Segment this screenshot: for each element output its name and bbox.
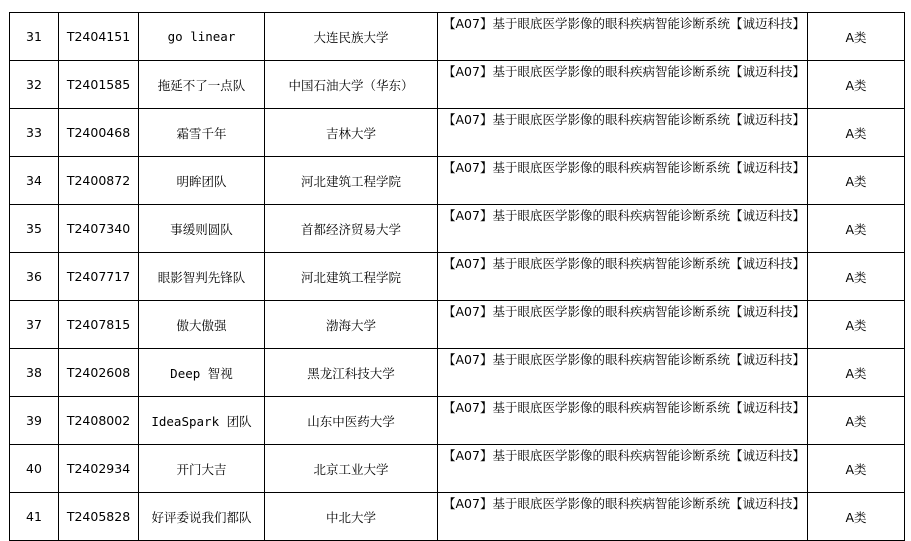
cell-team-id: T2400872 (59, 157, 139, 205)
cell-category: A类 (808, 349, 905, 397)
results-sheet (9, 12, 905, 541)
cell-school: 渤海大学 (265, 301, 438, 349)
cell-number: 35 (10, 205, 59, 253)
cell-category: A类 (808, 301, 905, 349)
cell-team-id: T2407815 (59, 301, 139, 349)
results-table (9, 12, 905, 541)
table-row (10, 157, 905, 205)
cell-team-name: 开门大吉 (139, 445, 265, 493)
cell-team-id: T2401585 (59, 61, 139, 109)
results-table-body (10, 13, 905, 541)
cell-team-id: T2407717 (59, 253, 139, 301)
cell-category: A类 (808, 445, 905, 493)
cell-category: A类 (808, 493, 905, 541)
cell-number: 39 (10, 397, 59, 445)
cell-team-name: 眼影智判先锋队 (139, 253, 265, 301)
table-row (10, 109, 905, 157)
cell-school: 山东中医药大学 (265, 397, 438, 445)
cell-number: 33 (10, 109, 59, 157)
table-row (10, 349, 905, 397)
cell-category: A类 (808, 157, 905, 205)
table-row (10, 445, 905, 493)
cell-topic (438, 397, 808, 445)
cell-school: 北京工业大学 (265, 445, 438, 493)
table-row (10, 61, 905, 109)
cell-team-id: T2407340 (59, 205, 139, 253)
cell-number: 41 (10, 493, 59, 541)
cell-category: A类 (808, 397, 905, 445)
cell-team-name: 傲大傲强 (139, 301, 265, 349)
cell-category: A类 (808, 205, 905, 253)
cell-topic (438, 445, 808, 493)
table-row (10, 13, 905, 61)
cell-team-id: T2402934 (59, 445, 139, 493)
cell-school: 大连民族大学 (265, 13, 438, 61)
cell-category: A类 (808, 109, 905, 157)
table-row (10, 205, 905, 253)
cell-team-name: Deep 智视 (139, 349, 265, 397)
cell-number: 38 (10, 349, 59, 397)
cell-topic (438, 349, 808, 397)
table-row (10, 253, 905, 301)
cell-school: 河北建筑工程学院 (265, 157, 438, 205)
cell-team-id: T2402608 (59, 349, 139, 397)
cell-category: A类 (808, 13, 905, 61)
cell-topic-text: 【A07】基于眼底医学影像的眼科疾病智能诊断系统【诚迈科技】 (443, 256, 805, 271)
cell-topic-text: 【A07】基于眼底医学影像的眼科疾病智能诊断系统【诚迈科技】 (443, 112, 805, 127)
table-row (10, 493, 905, 541)
cell-category: A类 (808, 253, 905, 301)
cell-team-name: 霜雪千年 (139, 109, 265, 157)
cell-topic (438, 205, 808, 253)
cell-team-id: T2400468 (59, 109, 139, 157)
cell-school: 河北建筑工程学院 (265, 253, 438, 301)
cell-school: 中国石油大学（华东） (265, 61, 438, 109)
cell-topic-text: 【A07】基于眼底医学影像的眼科疾病智能诊断系统【诚迈科技】 (443, 400, 805, 415)
cell-school: 黑龙江科技大学 (265, 349, 438, 397)
cell-topic-text: 【A07】基于眼底医学影像的眼科疾病智能诊断系统【诚迈科技】 (443, 496, 805, 511)
cell-number: 40 (10, 445, 59, 493)
cell-team-name: IdeaSpark 团队 (139, 397, 265, 445)
cell-team-name: go linear (139, 13, 265, 61)
cell-number: 37 (10, 301, 59, 349)
cell-topic (438, 61, 808, 109)
table-row (10, 301, 905, 349)
cell-topic-text: 【A07】基于眼底医学影像的眼科疾病智能诊断系统【诚迈科技】 (443, 160, 805, 175)
cell-topic-text: 【A07】基于眼底医学影像的眼科疾病智能诊断系统【诚迈科技】 (443, 304, 805, 319)
cell-school: 吉林大学 (265, 109, 438, 157)
cell-topic-text: 【A07】基于眼底医学影像的眼科疾病智能诊断系统【诚迈科技】 (443, 16, 805, 31)
cell-number: 31 (10, 13, 59, 61)
cell-school: 中北大学 (265, 493, 438, 541)
cell-topic (438, 493, 808, 541)
cell-team-id: T2405828 (59, 493, 139, 541)
cell-topic (438, 157, 808, 205)
cell-topic-text: 【A07】基于眼底医学影像的眼科疾病智能诊断系统【诚迈科技】 (443, 448, 805, 463)
cell-number: 34 (10, 157, 59, 205)
cell-team-name: 拖延不了一点队 (139, 61, 265, 109)
cell-team-id: T2404151 (59, 13, 139, 61)
cell-school: 首都经济贸易大学 (265, 205, 438, 253)
cell-number: 36 (10, 253, 59, 301)
cell-topic (438, 253, 808, 301)
cell-team-id: T2408002 (59, 397, 139, 445)
table-row (10, 397, 905, 445)
cell-number: 32 (10, 61, 59, 109)
cell-team-name: 明眸团队 (139, 157, 265, 205)
cell-team-name: 事缓则圆队 (139, 205, 265, 253)
cell-topic-text: 【A07】基于眼底医学影像的眼科疾病智能诊断系统【诚迈科技】 (443, 352, 805, 367)
cell-topic-text: 【A07】基于眼底医学影像的眼科疾病智能诊断系统【诚迈科技】 (443, 208, 805, 223)
cell-topic (438, 301, 808, 349)
cell-topic (438, 13, 808, 61)
cell-category: A类 (808, 61, 905, 109)
cell-topic-text: 【A07】基于眼底医学影像的眼科疾病智能诊断系统【诚迈科技】 (443, 64, 805, 79)
cell-team-name: 好评委说我们都队 (139, 493, 265, 541)
cell-topic (438, 109, 808, 157)
